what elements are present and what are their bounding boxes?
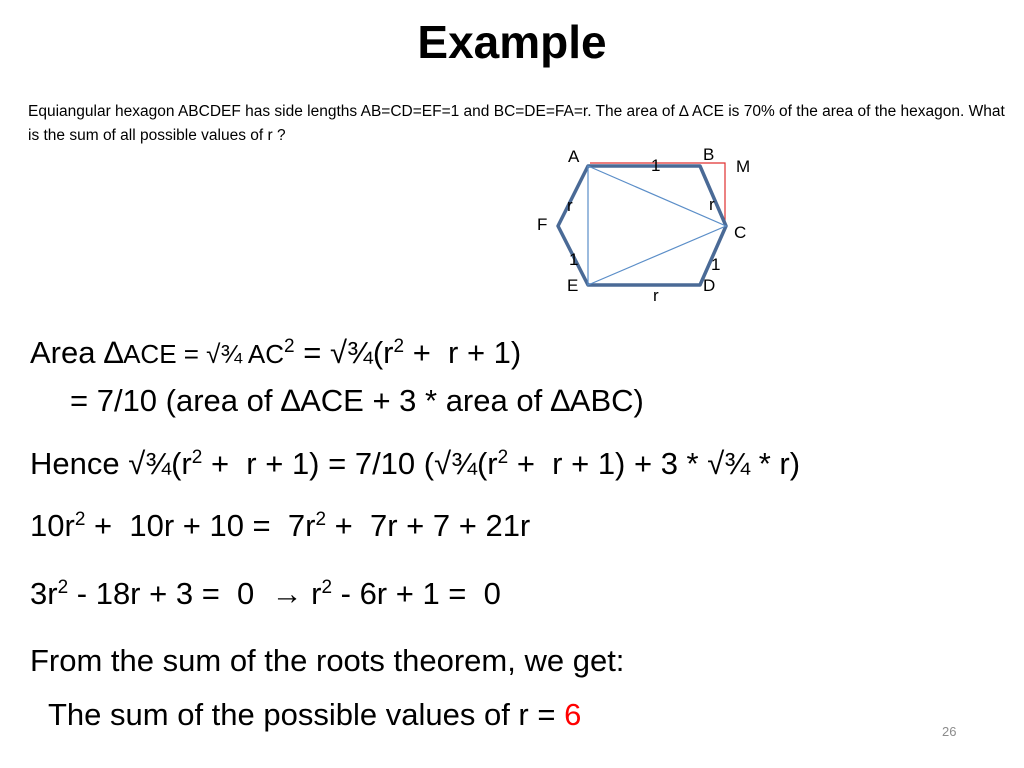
page-number: 26 bbox=[942, 724, 957, 739]
triangle-ace bbox=[588, 166, 726, 285]
problem-statement: Equiangular hexagon ABCDEF has side lengths AB=CD=EF=1 and BC=DE=FA=r. The area of ∆ ACE is 70% of the area of the hexagon. What is the sum of all possible values of r ? bbox=[28, 103, 1005, 144]
label-e: E bbox=[567, 276, 579, 295]
side-label-bc: r bbox=[709, 195, 715, 214]
step-hence: Hence $√\frac{3}{4}(r^2 + r + 1) = 7/10$ ($√\frac{3}{4}(r^2 + r + 1) + 3$ * √¾ * r) bbox=[30, 446, 801, 481]
step-quadratic: $3r^2 - 18r + 3 = 0 \to r^2 - 6r + 1 = 0$ bbox=[30, 576, 501, 611]
answer-value: 6 bbox=[564, 697, 582, 732]
step-area-formula: Area ∆ACE = √¾ $AC^2$ = $√\frac{3}{4}(r^2 + r + 1)$ bbox=[30, 335, 522, 370]
step-expanded-equation: $10r^2 + 10r + 10 = 7r^2 + 7r + 7 + 21r$ bbox=[30, 508, 531, 543]
conclusion-text: From the sum of the roots theorem, we get: bbox=[30, 643, 625, 678]
delta-symbol: ∆ bbox=[104, 335, 124, 370]
hexagon-diagram bbox=[530, 140, 780, 315]
label-a: A bbox=[568, 147, 580, 166]
final-answer: The sum of the possible values of r = 6 bbox=[48, 697, 582, 732]
side-label-cd: 1 bbox=[711, 255, 721, 274]
slide-title: Example bbox=[417, 16, 607, 68]
label-m: M bbox=[736, 157, 751, 176]
side-label-ef: 1 bbox=[569, 250, 579, 269]
side-label-fa: r bbox=[567, 196, 573, 215]
side-label-ab: 1 bbox=[651, 156, 661, 175]
hexagon-abcdef bbox=[558, 166, 726, 285]
arrow-icon: → bbox=[271, 576, 303, 611]
side-label-de: r bbox=[653, 286, 659, 305]
label-f: F bbox=[537, 215, 548, 234]
label-b: B bbox=[703, 145, 715, 164]
label-c: C bbox=[734, 223, 747, 242]
step-area-ratio: = 7/10 (area of ∆ACE + 3 * area of ∆ABC) bbox=[70, 383, 644, 418]
label-d: D bbox=[703, 276, 716, 295]
